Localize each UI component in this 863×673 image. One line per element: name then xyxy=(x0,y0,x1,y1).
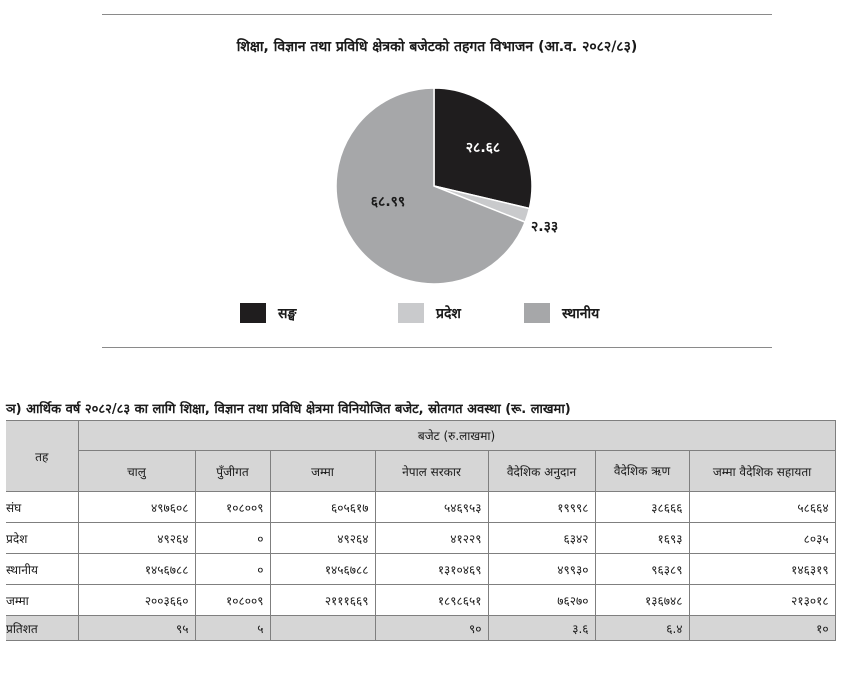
table-cell: २१११६६९ xyxy=(270,585,375,616)
column-header: वैदेशिक ऋण xyxy=(595,451,689,492)
column-header: जम्मा वैदेशिक सहायता xyxy=(689,451,835,492)
table-cell: ७६२७० xyxy=(488,585,595,616)
table-cell: १३६७४८ xyxy=(595,585,689,616)
table-cell: १३१०४६९ xyxy=(375,554,488,585)
column-header: वैदेशिक अनुदान xyxy=(488,451,595,492)
legend-label-province: प्रदेश xyxy=(436,305,461,322)
legend-swatch-local xyxy=(524,303,550,323)
table-cell: १६९३ xyxy=(595,523,689,554)
chart-title: शिक्षा, विज्ञान तथा प्रविधि क्षेत्रको बजेटको तहगत विभाजन (आ.व. २०८२/८३) xyxy=(236,39,638,55)
table-cell: ४९२६४ xyxy=(78,523,195,554)
table-cell: ९६३८९ xyxy=(595,554,689,585)
column-header: पुँजीगत xyxy=(195,451,270,492)
legend-item-federal xyxy=(240,300,296,326)
table-row xyxy=(6,523,835,554)
table-cell: ६३४२ xyxy=(488,523,595,554)
legend-item-local xyxy=(524,300,599,326)
legend-item-province xyxy=(398,300,461,326)
legend-swatch-federal xyxy=(240,303,266,323)
table-row-percent xyxy=(6,616,835,641)
table-cell xyxy=(270,616,375,641)
slice-label-province: २.३३ xyxy=(531,219,559,235)
row-label: स्थानीय xyxy=(6,554,78,585)
pie-chart-figure xyxy=(102,14,772,348)
table-cell: ४९२६४ xyxy=(270,523,375,554)
table-cell: ८०३५ xyxy=(689,523,835,554)
table-cell: ० xyxy=(195,523,270,554)
table-row xyxy=(6,585,835,616)
table-row xyxy=(6,554,835,585)
table-cell: ४९७६०८ xyxy=(78,492,195,523)
table-cell: १०८००९ xyxy=(195,492,270,523)
table-cell: ५४६९५३ xyxy=(375,492,488,523)
row-label: प्रदेश xyxy=(6,523,78,554)
table-caption: ञ) आर्थिक वर्ष २०८२/८३ का लागि शिक्षा, विज्ञान तथा प्रविधि क्षेत्रमा विनियोजित बजेट, स्रोतगत अवस्था (रू. लाखमा) xyxy=(6,402,571,417)
legend-label-federal: सङ्घ xyxy=(278,305,297,322)
table-cell: १४५६७८८ xyxy=(270,554,375,585)
table-cell: ४१२२९ xyxy=(375,523,488,554)
row-header: तह xyxy=(6,421,78,492)
table-cell: १८९८६५१ xyxy=(375,585,488,616)
table-cell: ३.६ xyxy=(488,616,595,641)
pie-chart xyxy=(102,15,772,300)
chart-legend xyxy=(102,300,772,330)
table-cell: ५ xyxy=(195,616,270,641)
group-header: बजेट (रु.लाखमा) xyxy=(78,421,835,451)
table-cell: १०८००९ xyxy=(195,585,270,616)
legend-label-local: स्थानीय xyxy=(562,305,600,322)
slice-label-local: ६८.९९ xyxy=(370,194,406,210)
table-cell: ३८६६६ xyxy=(595,492,689,523)
column-header: जम्मा xyxy=(270,451,375,492)
table-cell: ६.४ xyxy=(595,616,689,641)
row-label: प्रतिशत xyxy=(6,616,78,641)
table-cell: ९५ xyxy=(78,616,195,641)
slice-label-federal: २८.६८ xyxy=(465,140,501,156)
table-cell: ५८६६४ xyxy=(689,492,835,523)
legend-swatch-province xyxy=(398,303,424,323)
table-cell: १४६३१९ xyxy=(689,554,835,585)
budget-table xyxy=(6,420,836,641)
column-header: चालु xyxy=(78,451,195,492)
table-cell: २१३०१८ xyxy=(689,585,835,616)
column-header: नेपाल सरकार xyxy=(375,451,488,492)
table-cell: १४५६७८८ xyxy=(78,554,195,585)
table-cell: १९९९८ xyxy=(488,492,595,523)
table-cell: २००३६६० xyxy=(78,585,195,616)
row-label: जम्मा xyxy=(6,585,78,616)
table-cell: ४९९३० xyxy=(488,554,595,585)
table-row xyxy=(6,492,835,523)
table-cell: ६०५६१७ xyxy=(270,492,375,523)
row-label: संघ xyxy=(6,492,78,523)
table-cell: १० xyxy=(689,616,835,641)
table-cell: ० xyxy=(195,554,270,585)
table-cell: ९० xyxy=(375,616,488,641)
